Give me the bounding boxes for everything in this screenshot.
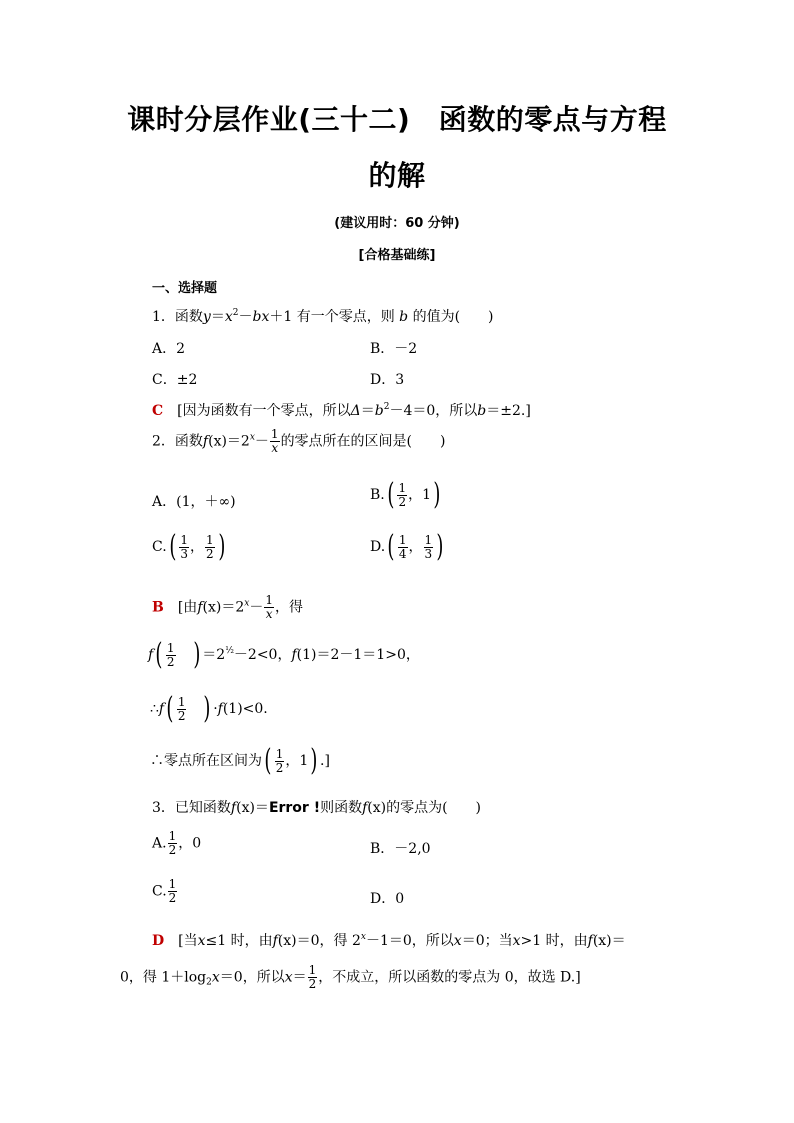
q3-option-c: C. $\frac{1}{2}$ — [152, 877, 177, 905]
section-tag: [合格基础练] — [358, 248, 436, 263]
q2-answer-line3: ∴f( $\frac{1}{2}$ ) ·f(1)<0. — [150, 691, 268, 726]
q1-option-a: A．2 — [152, 341, 186, 357]
q2-option-d: D.( $\frac{1}{4}$ ， $\frac{1}{3}$ ) — [370, 529, 444, 564]
q1-option-c: C．±2 — [152, 372, 198, 388]
q2-option-b: B.( $\frac{1}{2}$ ，1) — [370, 477, 441, 512]
q2-option-c: C.( $\frac{1}{3}$ ， $\frac{1}{2}$ ) — [152, 529, 226, 564]
section-heading: 一、选择题 — [152, 281, 218, 296]
time-hint: (建议用时：60 分钟) — [334, 216, 460, 231]
question-2-stem: 2．函数$f(x)=2^x-$ $\frac{1}{x}$ 的零点所在的区间是( ) — [152, 427, 446, 455]
q1-answer: C [因为函数有一个零点，所以$\Delta=b^2-4=0$，所以b＝±2.] — [152, 402, 531, 419]
q3-answer-line1: D [当x≤1 时，由f(x)＝0，得 $2^x-1=0$，所以x＝0；当x>1 时，由f(x)＝ — [152, 932, 626, 949]
q3-answer-line2: 0，得 $1+\log_2x=0$，所以x＝ $\frac{1}{2}$ ，不成立，所以函数的零点为 0，故选 D.] — [120, 963, 581, 991]
q2-answer: B [由$f(x)=2^x-$ $\frac{1}{x}$ ，得 — [152, 593, 303, 621]
question-3-stem: 3．已知函数f(x)＝Error !则函数f(x)的零点为( ) — [152, 800, 482, 816]
q1-option-d: D．3 — [370, 372, 405, 388]
page-title-line2: 的解 — [368, 159, 426, 192]
q2-answer-line4: ∴零点所在区间为( $\frac{1}{2}$ ，1) .] — [150, 743, 330, 778]
q3-option-b: B．－2,0 — [370, 841, 431, 857]
q3-option-d: D．0 — [370, 891, 405, 907]
page-title: 课时分层作业(三十二) 函数的零点与方程 — [127, 103, 667, 136]
question-1-stem: 1．函数$y=x^2-bx+1$ 有一个零点，则 b 的值为( ) — [152, 308, 494, 325]
q2-answer-line2: f( $\frac{1}{2}$ ) $=2^{\frac{1}{2}}-2<0$，f(1)＝2－1＝1>0， — [148, 637, 420, 672]
q1-option-b: B．－2 — [370, 341, 418, 357]
q2-option-a: A．(1，＋∞) — [152, 494, 236, 510]
q3-option-a: A. $\frac{1}{2}$ ，0 — [152, 829, 202, 857]
